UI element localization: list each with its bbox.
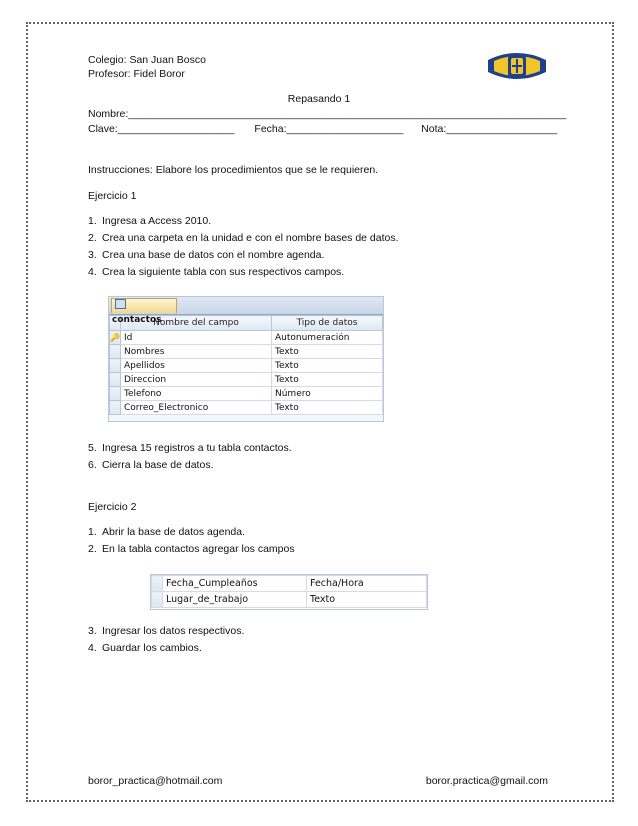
table-row[interactable]: Direccion Texto — [110, 373, 383, 387]
list-item: 4. Crea la siguiente tabla con sus respectivos campos. — [88, 266, 345, 278]
nombre-line: Nombre:___________________________________________________________________________ — [88, 108, 567, 120]
list-item: 4. Guardar los cambios. — [88, 642, 202, 654]
table-row[interactable]: Fecha_Cumpleaños Fecha/Hora — [152, 576, 427, 592]
list-item: 1. Abrir la base de datos agenda. — [88, 526, 246, 538]
col-header-nombre: Nombre del campo — [121, 316, 272, 331]
clave-field: Clave:____________________ — [88, 123, 235, 135]
list-item: 3. Ingresar los datos respectivos. — [88, 625, 245, 637]
ejercicio2-title: Ejercicio 2 — [88, 501, 137, 513]
access-table-contactos — [108, 296, 384, 422]
col-header-tipo: Tipo de datos — [272, 316, 383, 331]
profesor-line: Profesor: Fidel Boror — [88, 68, 185, 80]
school-logo — [486, 46, 548, 86]
table-row[interactable]: Nombres Texto — [110, 345, 383, 359]
table-row[interactable]: Lugar_de_trabajo Texto — [152, 592, 427, 608]
footer-email-right: boror.practica@gmail.com — [425, 775, 548, 787]
instructions: Instrucciones: Elabore los procedimientos que se le requieren. — [88, 164, 379, 176]
list-item: 6. Cierra la base de datos. — [88, 459, 214, 471]
list-item: 1. Ingresa a Access 2010. — [88, 215, 212, 227]
tab-contactos[interactable]: contactos — [111, 298, 177, 313]
page-title: Repasando 1 — [287, 93, 351, 105]
primary-key-icon: 🔑 — [110, 332, 120, 342]
list-item: 5. Ingresa 15 registros a tu tabla contactos. — [88, 442, 292, 454]
table-row[interactable]: Apellidos Texto — [110, 359, 383, 373]
access-table-new-fields — [150, 574, 428, 610]
table-row[interactable]: Telefono Número — [110, 387, 383, 401]
list-item: 2. En la tabla contactos agregar los campos — [88, 543, 295, 555]
table-row[interactable]: 🔑 Id Autonumeración — [110, 331, 383, 345]
table-row[interactable]: Correo_Electronico Texto — [110, 401, 383, 415]
ejercicio1-title: Ejercicio 1 — [88, 190, 137, 202]
list-item: 2. Crea una carpeta en la unidad e con el nombre bases de datos. — [88, 232, 399, 244]
clave-line — [88, 123, 557, 135]
colegio-line: Colegio: San Juan Bosco — [88, 54, 206, 66]
fecha-field: Fecha:____________________ — [254, 123, 404, 135]
list-item: 3. Crea una base de datos con el nombre agenda. — [88, 249, 325, 261]
nota-field: Nota:___________________ — [421, 123, 558, 135]
table-icon — [115, 299, 126, 309]
footer-email-left: boror_practica@hotmail.com — [88, 775, 223, 787]
